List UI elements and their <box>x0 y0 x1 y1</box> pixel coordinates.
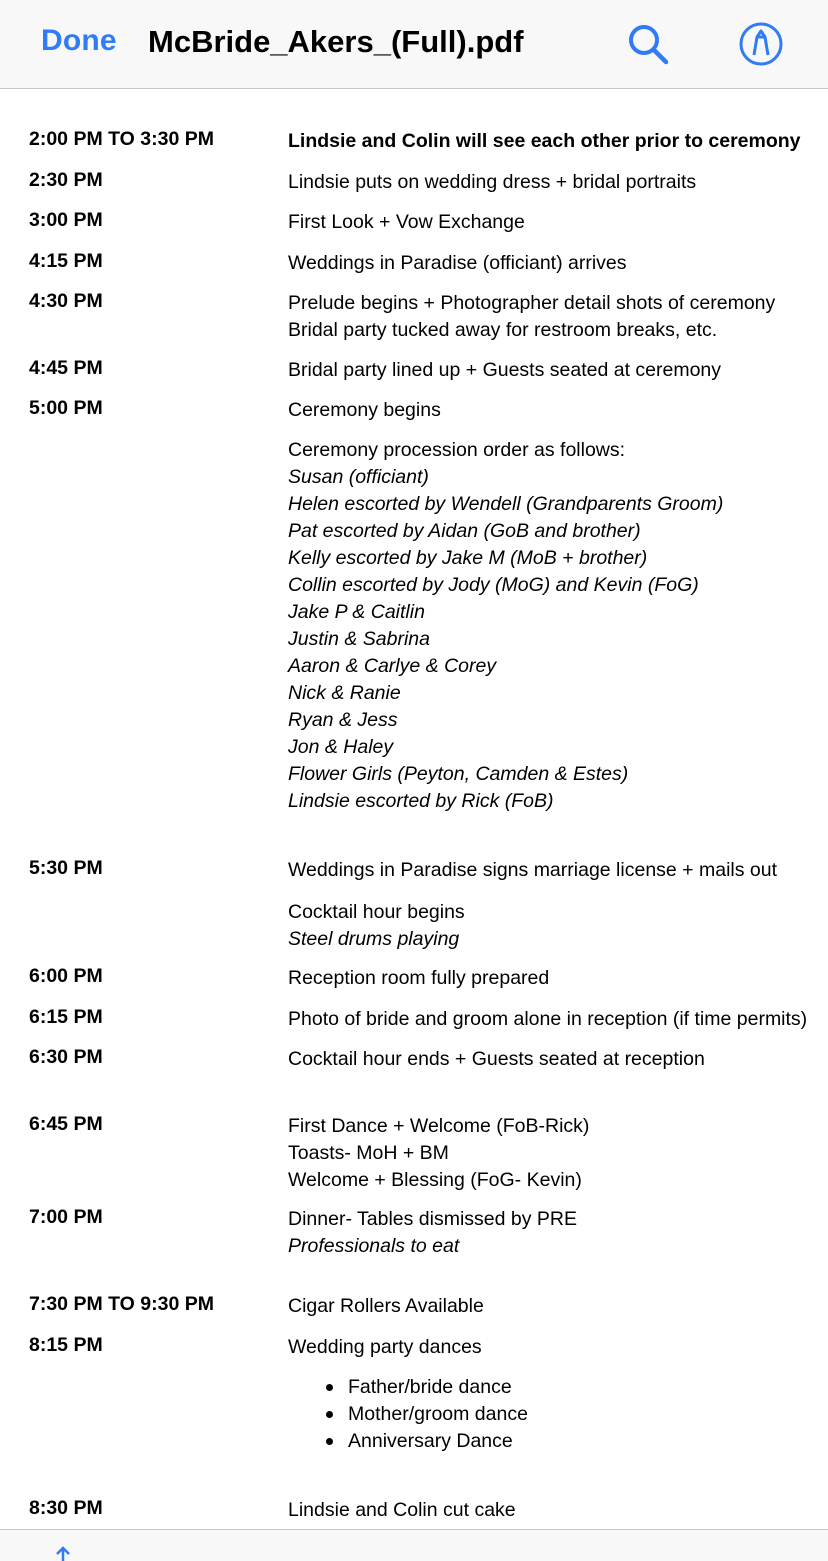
description-line: Pat escorted by Aidan (GoB and brother) <box>288 520 641 542</box>
schedule-description <box>288 1206 577 1260</box>
schedule-description <box>288 857 777 884</box>
schedule-description <box>288 899 465 953</box>
schedule-description <box>288 250 627 277</box>
description-line: Ryan & Jess <box>288 709 398 731</box>
schedule-time: 6:45 PM <box>29 1113 103 1135</box>
description-line: Cocktail hour begins <box>288 901 465 923</box>
description-line: First Look + Vow Exchange <box>288 211 525 233</box>
schedule-time: 7:00 PM <box>29 1206 103 1228</box>
schedule-description <box>288 1113 589 1194</box>
navigation-bar <box>0 0 828 89</box>
schedule-description <box>288 128 801 155</box>
schedule-time: 2:30 PM <box>29 169 103 191</box>
description-line: Cigar Rollers Available <box>288 1295 484 1317</box>
description-line: Steel drums playing <box>288 928 460 950</box>
schedule-description <box>288 1497 516 1524</box>
description-line: Bridal party lined up + Guests seated at ceremony <box>288 359 722 381</box>
schedule-time: 8:15 PM <box>29 1334 103 1356</box>
schedule-time: 6:15 PM <box>29 1006 103 1028</box>
schedule-time: 6:30 PM <box>29 1046 103 1068</box>
bottom-toolbar <box>0 1529 828 1561</box>
schedule-description <box>288 1046 705 1073</box>
description-line: Ceremony begins <box>288 399 441 421</box>
description-line: Lindsie and Colin will see each other prior to ceremony <box>288 130 801 152</box>
schedule-description <box>288 209 525 236</box>
description-line: Wedding party dances <box>288 1336 482 1358</box>
description-line: Reception room fully prepared <box>288 967 550 989</box>
schedule-time: 2:00 PM TO 3:30 PM <box>29 128 214 150</box>
schedule-description <box>288 1293 484 1320</box>
markup-pen-icon <box>737 20 785 68</box>
description-line: First Dance + Welcome (FoB-Rick) <box>288 1115 590 1137</box>
share-button[interactable] <box>48 1546 78 1561</box>
bullet-item: Mother/groom dance <box>324 1401 528 1428</box>
description-line: Ceremony procession order as follows: <box>288 439 626 461</box>
schedule-description <box>288 290 775 344</box>
description-line: Jon & Haley <box>288 736 394 758</box>
description-line: Lindsie escorted by Rick (FoB) <box>288 790 554 812</box>
description-line: Kelly escorted by Jake M (MoB + brother) <box>288 547 648 569</box>
schedule-time: 3:00 PM <box>29 209 103 231</box>
description-line: Lindsie and Colin cut cake <box>288 1499 516 1521</box>
description-line: Justin & Sabrina <box>288 628 430 650</box>
description-line: Collin escorted by Jody (MoG) and Kevin (FoG) <box>288 574 699 596</box>
schedule-time: 5:00 PM <box>29 397 103 419</box>
description-line: Weddings in Paradise signs marriage license + mails out <box>288 859 778 881</box>
markup-button[interactable] <box>737 20 785 68</box>
description-line: Photo of bride and groom alone in reception (if time permits) <box>288 1008 808 1030</box>
schedule-time: 4:15 PM <box>29 250 103 272</box>
document-title: McBride_Akers_(Full).pdf <box>148 24 524 59</box>
description-line: Dinner- Tables dismissed by PRE <box>288 1208 578 1230</box>
description-line: Nick & Ranie <box>288 682 401 704</box>
description-line: Aaron & Carlye & Corey <box>288 655 497 677</box>
search-icon <box>624 20 672 68</box>
description-line: Lindsie puts on wedding dress + bridal portraits <box>288 171 697 193</box>
schedule-description <box>288 357 721 384</box>
description-line: Toasts- MoH + BM <box>288 1142 449 1164</box>
bullet-item: Father/bride dance <box>324 1374 528 1401</box>
bullet-item: Anniversary Dance <box>324 1428 528 1455</box>
description-line: Flower Girls (Peyton, Camden & Estes) <box>288 763 629 785</box>
description-line: Jake P & Caitlin <box>288 601 425 623</box>
description-line: Helen escorted by Wendell (Grandparents Groom) <box>288 493 724 515</box>
description-line: Professionals to eat <box>288 1235 460 1257</box>
description-line: Susan (officiant) <box>288 466 429 488</box>
share-icon <box>48 1546 78 1561</box>
schedule-time: 7:30 PM TO 9:30 PM <box>29 1293 214 1315</box>
schedule-time: 4:45 PM <box>29 357 103 379</box>
schedule-description <box>288 169 696 196</box>
schedule-description <box>288 1006 807 1033</box>
description-line: Bridal party tucked away for restroom breaks, etc. <box>288 319 718 341</box>
description-line: Weddings in Paradise (officiant) arrives <box>288 252 627 274</box>
schedule-time: 5:30 PM <box>29 857 103 879</box>
description-line: Welcome + Blessing (FoG- Kevin) <box>288 1169 582 1191</box>
schedule-time: 4:30 PM <box>29 290 103 312</box>
bullet-list <box>324 1374 528 1455</box>
schedule-description <box>288 437 723 815</box>
schedule-time: 6:00 PM <box>29 965 103 987</box>
description-line: Cocktail hour ends + Guests seated at reception <box>288 1048 705 1070</box>
done-button[interactable]: Done <box>41 24 117 57</box>
search-button[interactable] <box>624 20 672 68</box>
schedule-description <box>288 965 549 992</box>
schedule-description <box>288 1334 482 1361</box>
schedule-description <box>288 397 441 424</box>
schedule-time: 8:30 PM <box>29 1497 103 1519</box>
description-line: Prelude begins + Photographer detail shots of ceremony <box>288 292 776 314</box>
pdf-page[interactable] <box>0 89 828 1529</box>
